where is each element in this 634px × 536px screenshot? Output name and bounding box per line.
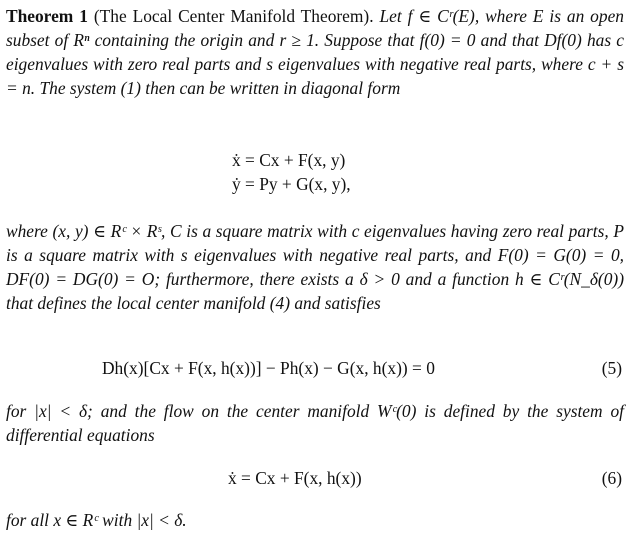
system-equation-1 bbox=[0, 148, 634, 172]
system-equation-2 bbox=[0, 172, 634, 196]
flow-paragraph: for |x| < δ; and the flow on the center manifold Wᶜ(0) is defined by the system of differential equations bbox=[6, 401, 624, 445]
system-line-1: ẋ = Cx + F(x, y) bbox=[232, 150, 346, 170]
middle-paragraph: where (x, y) ∈ Rᶜ × Rˢ, C is a square matrix with c eigenvalues having zero real parts, P is a square matrix with s eigenvalues with negative real parts, and F(0) = G(0) = 0, DF(0) = DG(0) = O; furthermore, there exists a δ > 0 and a function h ∈ Cʳ(N_δ(0)) that defines the local center manifold (4) and satisfies bbox=[6, 221, 624, 313]
theorem-title: (The Local Center Manifold Theorem). bbox=[93, 6, 374, 26]
equation-5 bbox=[0, 356, 634, 380]
equation-5-number: (5) bbox=[601, 358, 622, 378]
equation-6-body: ẋ = Cx + F(x, h(x)) bbox=[228, 468, 362, 488]
theorem-statement bbox=[6, 4, 624, 100]
theorem-intro: Let f ∈ Cʳ(E), where E is an open subset of Rⁿ containing the origin and r ≥ 1. Suppose that f(0) = 0 and that Df(0) has c eigenvalues with zero real parts and s eigenvalues with negative real parts, where c + s = n. The system (1) then can be written in diagonal form bbox=[6, 6, 624, 98]
equation-6-number: (6) bbox=[601, 468, 622, 488]
closing-line: for all x ∈ Rᶜ with |x| < δ. bbox=[6, 510, 187, 530]
system-line-2: ẏ = Py + G(x, y), bbox=[232, 174, 351, 194]
theorem-heading: Theorem 1 bbox=[6, 6, 88, 26]
equation-5-body: Dh(x)[Cx + F(x, h(x))] − Ph(x) − G(x, h(x)) = 0 bbox=[102, 358, 435, 378]
equation-6 bbox=[0, 466, 634, 490]
